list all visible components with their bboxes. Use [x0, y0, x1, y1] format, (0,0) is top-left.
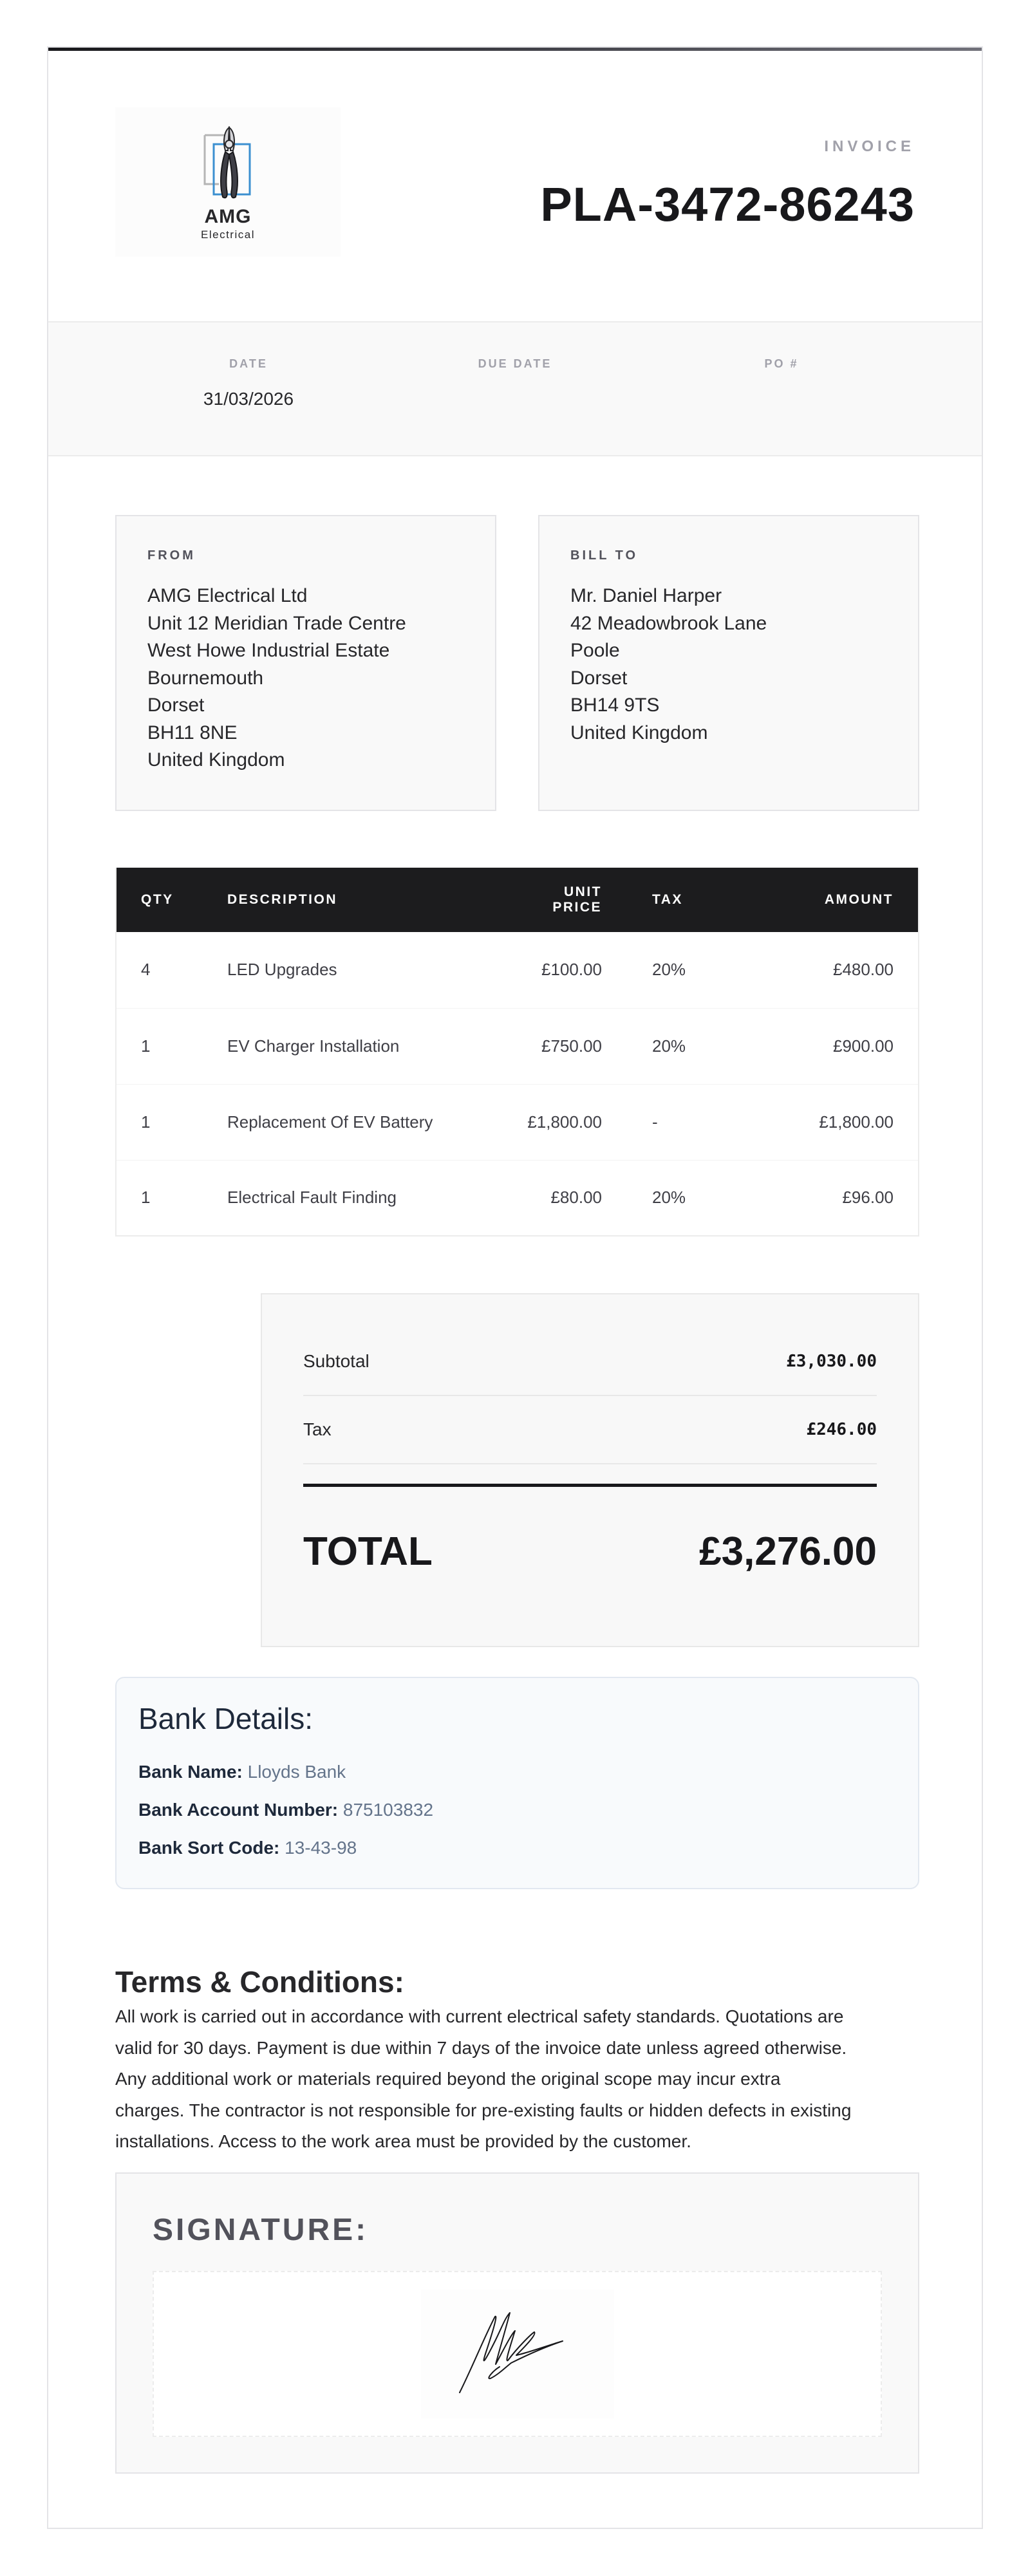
terms-line: installations. Access to the work area must be provided by the customer.: [115, 2131, 691, 2152]
bank-details-box: [115, 1677, 919, 1889]
bank-details-title: Bank Details:: [138, 1702, 314, 1735]
terms-line: valid for 30 days. Payment is due within 7 days of the invoice date unless agreed otherwise.: [115, 2037, 847, 2058]
date-value: 31/03/2026: [203, 389, 294, 409]
cell-unit-price: £100.00: [541, 960, 602, 980]
invoice-document: [47, 46, 983, 2529]
bank-sort-code-row: [138, 1829, 896, 1867]
cell-qty: 4: [141, 960, 151, 980]
bank-account-value: 875103832: [342, 1799, 434, 1820]
signature-section: [115, 2172, 919, 2474]
meta-due-date: [382, 322, 648, 455]
cell-qty: 1: [141, 1112, 151, 1132]
tax-value: £246.00: [806, 1420, 877, 1439]
cell-unit-price: £750.00: [541, 1036, 602, 1056]
bank-name-row: [138, 1753, 896, 1791]
pliers-icon: [189, 125, 267, 202]
bill-to-county: Dorset: [570, 667, 628, 689]
signature-box: [153, 2271, 882, 2437]
from-address-box: [115, 515, 496, 811]
subtotal-value: £3,030.00: [786, 1352, 877, 1371]
tax-row: [303, 1396, 877, 1464]
cell-description: Electrical Fault Finding: [227, 1188, 397, 1208]
from-postcode: BH11 8NE: [147, 722, 238, 743]
table-row: [116, 1084, 919, 1160]
cell-tax: 20%: [652, 1188, 686, 1208]
table-row: [116, 932, 919, 1008]
from-company: AMG Electrical Ltd: [147, 585, 308, 606]
cell-unit-price: £1,800.00: [527, 1112, 602, 1132]
cell-qty: 1: [141, 1036, 151, 1056]
cell-unit-price: £80.00: [550, 1188, 602, 1208]
invoice-header: [48, 51, 982, 321]
cell-amount: £480.00: [833, 960, 894, 980]
from-city: Bournemouth: [147, 667, 264, 689]
from-address-line: Unit 12 Meridian Trade Centre: [147, 612, 406, 634]
column-header-qty: QTY: [141, 892, 174, 907]
bill-to-name: Mr. Daniel Harper: [570, 585, 722, 606]
handwritten-signature-icon: [434, 2309, 601, 2399]
bill-to-country: United Kingdom: [570, 722, 708, 743]
table-header-row: [116, 868, 919, 932]
cell-tax: 20%: [652, 960, 686, 980]
bank-account-row: [138, 1791, 896, 1829]
tax-label: Tax: [303, 1419, 332, 1439]
from-country: United Kingdom: [147, 749, 285, 770]
subtotal-row: [303, 1328, 877, 1396]
bill-to-address-box: [538, 515, 919, 811]
bill-to-street: 42 Meadowbrook Lane: [570, 612, 767, 634]
bank-account-label: Bank Account Number:: [138, 1799, 339, 1820]
meta-po: [648, 322, 915, 455]
document-type-label: INVOICE: [824, 138, 915, 155]
line-items-table: [115, 868, 919, 1237]
cell-description: EV Charger Installation: [227, 1036, 400, 1056]
bank-sort-code-label: Bank Sort Code:: [138, 1837, 280, 1858]
totals-box: [261, 1293, 919, 1647]
logo-subtitle: Electrical: [201, 228, 255, 241]
bank-name-value: Lloyds Bank: [247, 1761, 346, 1782]
logo-name: AMG: [204, 205, 252, 227]
column-header-description: DESCRIPTION: [227, 892, 338, 907]
signature-image: [421, 2290, 614, 2418]
from-title: FROM: [147, 548, 196, 563]
column-header-amount: AMOUNT: [824, 892, 894, 907]
terms-line: All work is carried out in accordance with current electrical safety standards. Quotations are: [115, 2006, 844, 2027]
column-header-tax: TAX: [652, 892, 683, 907]
grand-total-row: [303, 1487, 877, 1616]
po-label: PO #: [764, 357, 799, 370]
from-county: Dorset: [147, 695, 205, 716]
bill-to-city: Poole: [570, 640, 620, 661]
terms-line: Any additional work or materials required beyond the original scope may incur extra: [115, 2069, 781, 2089]
terms-section: [115, 1965, 919, 2158]
meta-date: [115, 322, 382, 455]
cell-description: Replacement Of EV Battery: [227, 1112, 433, 1132]
bank-name-label: Bank Name:: [138, 1761, 243, 1782]
company-logo: [115, 107, 341, 257]
total-label: TOTAL: [303, 1529, 433, 1574]
total-value: £3,276.00: [699, 1529, 877, 1574]
cell-description: LED Upgrades: [227, 960, 337, 980]
terms-title: Terms & Conditions:: [115, 1965, 404, 1999]
cell-qty: 1: [141, 1188, 151, 1208]
table-row: [116, 1008, 919, 1084]
signature-title: SIGNATURE:: [153, 2213, 369, 2247]
invoice-meta-strip: [48, 321, 982, 456]
date-label: DATE: [229, 357, 268, 370]
bill-to-title: BILL TO: [570, 548, 639, 563]
from-address-line: West Howe Industrial Estate: [147, 640, 390, 661]
cell-amount: £96.00: [842, 1188, 894, 1208]
cell-amount: £1,800.00: [819, 1112, 894, 1132]
bill-to-postcode: BH14 9TS: [570, 695, 660, 716]
due-date-label: DUE DATE: [478, 357, 552, 370]
invoice-number: PLA-3472-86243: [540, 178, 915, 231]
bank-sort-code-value: 13-43-98: [285, 1837, 357, 1858]
cell-amount: £900.00: [833, 1036, 894, 1056]
terms-line: charges. The contractor is not responsible for pre-existing faults or hidden defects in existing: [115, 2100, 852, 2120]
terms-body: [115, 2001, 919, 2158]
subtotal-label: Subtotal: [303, 1351, 370, 1371]
cell-tax: 20%: [652, 1036, 686, 1056]
table-row: [116, 1160, 919, 1236]
cell-tax: -: [652, 1112, 658, 1132]
column-header-unit-price: UNIT PRICE: [552, 884, 602, 915]
